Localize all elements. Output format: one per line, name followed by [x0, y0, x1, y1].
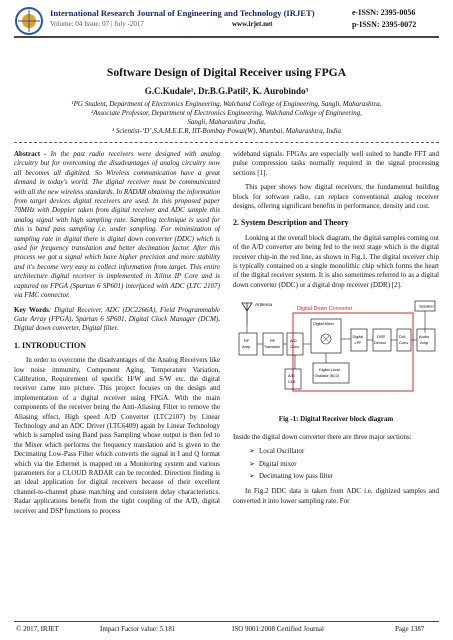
- arrow-bullet-icon: ➢: [249, 471, 255, 480]
- e-issn: e-ISSN: 2395-0056: [352, 8, 416, 17]
- section-heading-introduction: 1. INTRODUCTION: [14, 340, 87, 350]
- ad-converter-label-2: Conv: [290, 344, 300, 350]
- local-oscillator-block: [313, 363, 349, 383]
- affiliation-1: ¹PG Student, Department of Electronics Engineering, Walchand College of Engineering, Sangli, Maharashtra,: [71, 100, 382, 108]
- keywords-text: : Digital Receiver, ADC (DC2266A), Field Programmable Gate Array (FPGA), Spartan 6 SP601, Digital Clock Manager (DCM), Digital down converter, Digital filter.: [14, 305, 220, 333]
- speaker-block: [415, 301, 435, 333]
- speaker-label: Speaker: [419, 303, 434, 309]
- keywords: [14, 306, 220, 334]
- journal-website[interactable]: www.irjet.net: [232, 20, 273, 28]
- digital-lpf-block: [351, 329, 367, 351]
- footer-copyright: © 2017, IRJET: [16, 625, 59, 633]
- lpf-label-2: LPF: [354, 341, 362, 346]
- block-diagram-figure: [233, 295, 439, 411]
- da-converter-label-2: Conv: [399, 340, 409, 346]
- dsp-demod-block: [373, 329, 391, 351]
- list-item: [249, 472, 439, 481]
- rf-translator-block: [263, 333, 283, 355]
- journal-header: [0, 0, 453, 46]
- lpf-label-1: Digital: [352, 335, 364, 340]
- keywords-label: Key Words: [14, 305, 49, 314]
- arrow-bullet-icon: ➢: [249, 459, 255, 468]
- rf-translator-label-2: Translator: [264, 345, 281, 350]
- block-diagram: [233, 295, 439, 411]
- local-oscillator-label-1: Digital Local: [319, 368, 340, 373]
- section-heading-system: 2. System Description and Theory: [233, 218, 349, 228]
- rf-amp-label-2: Amp: [242, 344, 251, 350]
- ad-clock-label-1: A/D: [288, 373, 295, 379]
- antenna-icon: [242, 303, 252, 325]
- footer-impact-factor: Impact Factor value: 5.181: [100, 625, 176, 633]
- ddc-sections-list: [249, 447, 439, 481]
- paper-title: Software Design of Digital Receiver using FPGA: [106, 66, 347, 79]
- footer-page-number: Page 1387: [395, 625, 425, 633]
- audio-amp-block: [417, 329, 435, 351]
- ad-converter-block: [287, 333, 303, 355]
- digital-mixer-block: [311, 319, 341, 353]
- list-item-text: Local Oscillator: [259, 447, 305, 456]
- p-issn: p-ISSN: 2395-0072: [352, 20, 417, 29]
- ddc-label: Digital Down Converter: [297, 306, 353, 313]
- da-converter-block: [397, 329, 411, 351]
- introduction-paragraph: In order to overcome the disadvantages of the Analog Receivers like low noise immunity, Component Aging, Temperature Variation, Calibration, Requirement of specific H/W and S/W etc. the digital receiver came into picture. This project focuses on the design and implementation of a digital receiver using FPGA. With the main components of the receiver being the Anti-Aliasing Filter to remove the Aliasing effect, High speed A/D Converter (LTC2107) by Linear Technology and an ADC Driver (LTC6409) again by Linear Technology which is sampled using Band pass Sampling whose output is then fed to the Mixer which performs the frequency translation and is given to the Decimating Low-Pass Filter which converts the signal in I and Q format which via the Ethernet is mapped on a Monitoring system and various parameters for a CLOUD RADAR can be recorded. Direction finding is an ideal application for digital receivers because of their excellent channel-to-channel phase matching and consistent delay characteristics. Radar applications benefit from the tight coupling of the A/D, digital receiver and DSP functions to process: [14, 356, 220, 515]
- footer-iso: ISO 9001:2008 Certified Journal: [232, 625, 324, 633]
- paragraph-ddc-data: In Fig.2 DDC data is taken from ADC i.e. digitized samples and converted it into lower sampling rate. For: [233, 487, 439, 505]
- digital-mixer-label: Digital Mixer: [313, 322, 334, 327]
- audio-amp-label-2: Amp: [420, 340, 429, 346]
- ad-converter-label-1: A/D: [290, 338, 297, 344]
- dsp-label-1: DSP: [377, 334, 386, 340]
- abstract-label: Abstract -: [14, 150, 47, 158]
- header-rule: [14, 36, 439, 38]
- local-oscillator-label-2: Oscillator (NCO): [314, 374, 340, 379]
- affiliation-2: ²Associate Professor, Department of Electronics Engineering, Walchand College of Engineering,: [91, 109, 362, 117]
- affiliation-3: Sangli, Maharashtra ,India,: [187, 118, 266, 126]
- dsp-label-2: Demod: [374, 341, 386, 346]
- rf-amp-label-1: RF: [244, 338, 250, 344]
- title-divider: [14, 142, 439, 143]
- journal-name: International Research Journal of Engineering and Technology (IRJET): [50, 8, 315, 18]
- figure-caption: Fig -1: Digital Receiver block diagram: [278, 415, 394, 424]
- list-item-text: Decimating low pass filter: [259, 471, 334, 480]
- abstract: [14, 150, 220, 301]
- list-item: [249, 460, 439, 469]
- paper-authors: G.C.Kudale¹, Dr.B.G.Patil², K. Aurobindo³: [144, 86, 309, 96]
- da-converter-label-1: D/A: [399, 334, 406, 340]
- list-item-text: Digital mixer: [259, 459, 297, 468]
- left-column: [14, 150, 220, 521]
- arrow-bullet-icon: ➢: [249, 447, 255, 456]
- irjet-logo-icon: [14, 6, 44, 36]
- right-column: [233, 150, 439, 511]
- abstract-text: In the past radio receivers were designed with analog circuitry but for overcoming the disadvantages of analog circuitry now all becomes all digitized. So Wireless communication have a great demand in today's world. The digital receiver must be communicated with all the new wireless standards. In RADAR obtaining the information from target devices digital receivers are used. In this proposed paper 70MHz with Doppler taken from digital receiver and ADC sample this analog signal with high sampling rate. Sampling technique is used for this is band pass sampling i.e. under sampling. For minimization of sampling rate in digital there is digital down converter (DDC) which is used for frequency translation and better decimation factor. After this process we got a signal which have higher precision and more stability and it's become very easy to collect information from target. This entire architecture digital receiver is implemented in Xilinx IP Core and is captured on FPGA (Spartan 6 SP601) interfaced with ADC (LTC 2107) via FMC connector.: [14, 150, 220, 300]
- list-item: [249, 447, 439, 456]
- paragraph-ddc-sections: Inside the digital down converter there are three major sections:: [233, 432, 412, 441]
- paragraph-block-diagram: Looking at the overall block diagram, the digital samples coming out of the A/D converter are being fed to the next stage which is the digital receiver chip-in the red line, as shown in Fig.1. The digital receiver chip is typically contained on a single monolithic chip which forms the heart of the digital receiver system. It is also sometimes referred to as a digital down converter (DDC) or a digital drop receiver (DDR) [2].: [233, 233, 439, 289]
- footer-rule: [14, 621, 439, 622]
- ad-clock-label-2: CLK: [288, 379, 296, 385]
- rf-translator-label-1: RF: [270, 338, 276, 344]
- antenna-label: Antenna: [255, 302, 273, 308]
- rf-amp-block: [239, 333, 257, 355]
- volume-issue: Volume: 04 Issue: 07 | July -2017: [50, 20, 144, 28]
- paragraph-fpga: wideband signals. FPGAs are especially well suited to handle FFT and pulse compression tasks normally required in the signal processing sections [1].: [233, 150, 439, 177]
- audio-amp-label-1: Audio: [419, 334, 430, 340]
- paragraph-software-radio: This paper shows how digital receivers, the fundamental building block for software radio, can replace conventional analog receiver designs, offering significant benefits in performance, density and cost.: [233, 183, 439, 211]
- affiliation-4: ³ Scientist-‘D’,S.A.M.E.E.R, IIT-Bombay Powai(W), Mumbai, Maharashtra, India: [111, 127, 342, 135]
